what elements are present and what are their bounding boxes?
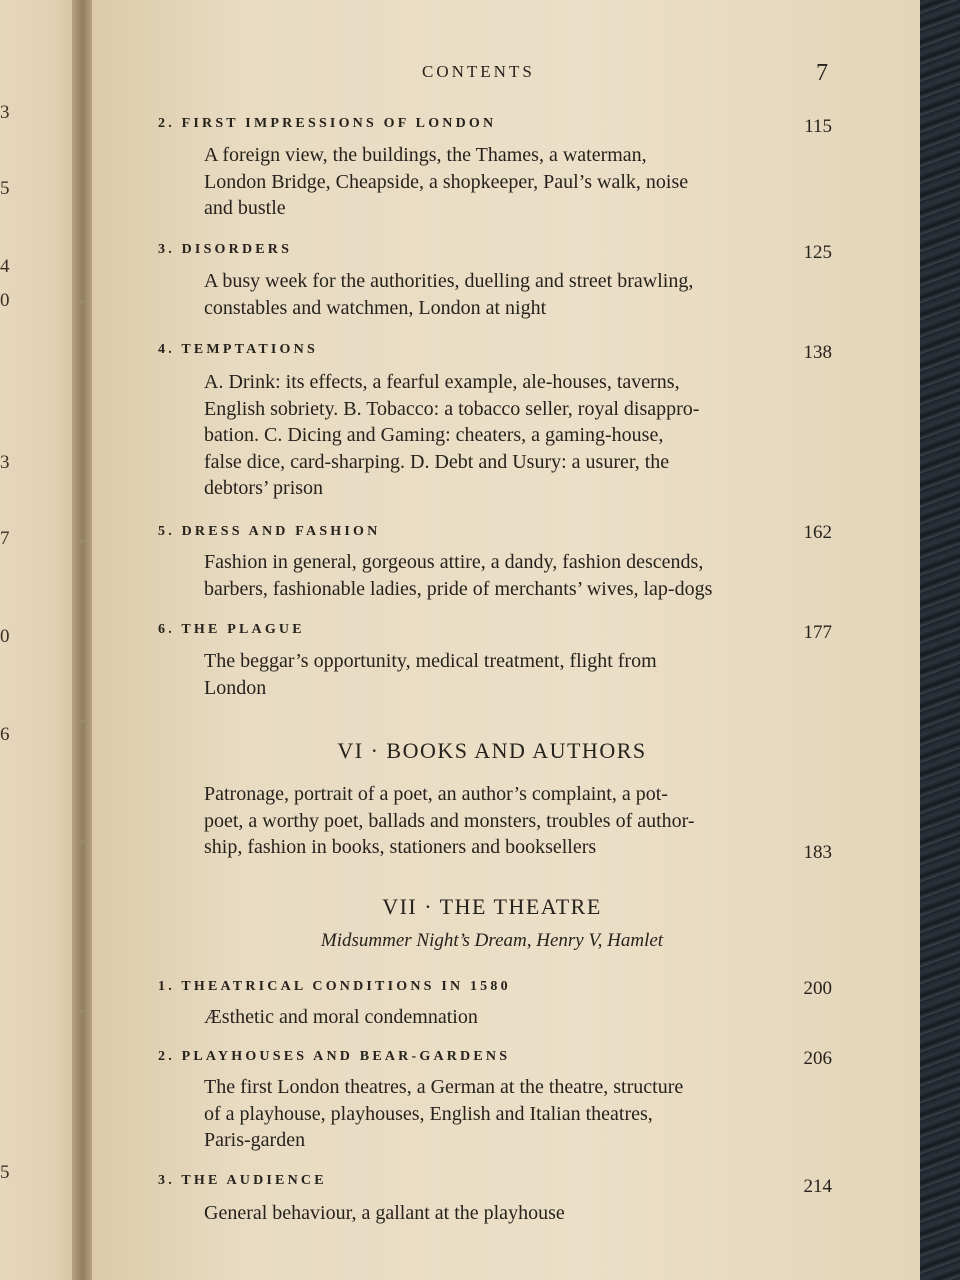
chapter-description	[204, 781, 778, 861]
section-description	[204, 268, 778, 321]
description-line: and bustle	[204, 197, 286, 219]
description-line: poet, a worthy poet, ballads and monsters, troubles of author-	[204, 809, 695, 832]
section-page: 162	[803, 522, 832, 543]
facing-page-number: 3	[0, 452, 10, 473]
section-title	[158, 342, 318, 358]
section-page: 115	[804, 116, 832, 137]
facing-page-number: 5	[0, 1162, 10, 1183]
section-number: 4.	[158, 342, 175, 357]
description-line: false dice, card-sharping. D. Debt and Usury: a usurer, the	[204, 450, 670, 473]
section-title-text: THE AUDIENCE	[181, 1173, 327, 1188]
description-line: debtors’ prison	[204, 477, 324, 499]
section-description	[204, 1200, 778, 1227]
section-number: 3.	[158, 242, 175, 257]
chapter-heading: VII · THE THEATRE	[382, 894, 602, 919]
section-title-text: DISORDERS	[181, 242, 293, 257]
facing-page-number: 4	[0, 256, 10, 277]
description-line: London Bridge, Cheapside, a shopkeeper, Paul’s walk, noise	[204, 170, 689, 193]
section-title	[158, 524, 380, 540]
facing-page-number: 6	[0, 724, 10, 745]
section-title-text: PLAYHOUSES AND BEAR-GARDENS	[181, 1049, 511, 1064]
section-page: 138	[803, 342, 832, 363]
section-title	[158, 242, 292, 258]
section-description	[204, 1074, 778, 1154]
section-number: 5.	[158, 524, 175, 539]
section-title	[158, 622, 305, 638]
facing-page-number: 3	[0, 102, 10, 123]
section-description	[204, 142, 778, 222]
section-page: 125	[803, 242, 832, 263]
description-line: General behaviour, a gallant at the playhouse	[204, 1202, 565, 1224]
description-line: Æsthetic and moral condemnation	[204, 1006, 478, 1028]
chapter-heading: VI · BOOKS AND AUTHORS	[337, 738, 647, 763]
section-title	[158, 1173, 327, 1189]
section-number: 6.	[158, 622, 175, 637]
section-title	[158, 1049, 510, 1065]
section-title-text: THEATRICAL CONDITIONS IN 1580	[181, 979, 511, 994]
section-number: 3.	[158, 1173, 175, 1188]
page-number: 7	[816, 60, 828, 86]
section-number: 2.	[158, 1049, 175, 1064]
description-line: constables and watchmen, London at night	[204, 296, 547, 319]
description-line: A busy week for the authorities, duelling and street brawling,	[204, 270, 694, 292]
section-page: 214	[803, 1176, 832, 1197]
description-line: English sobriety. B. Tobacco: a tobacco seller, royal disappro-	[204, 397, 700, 420]
section-page: 206	[803, 1048, 832, 1069]
section-description	[204, 648, 778, 701]
description-line: The first London theatres, a German at the theatre, structure	[204, 1076, 684, 1098]
section-description	[204, 1004, 778, 1031]
description-line: barbers, fashionable ladies, pride of merchants’ wives, lap-dogs	[204, 577, 713, 600]
description-line: of a playhouse, playhouses, English and Italian theatres,	[204, 1102, 653, 1125]
facing-page-number: 5	[0, 178, 10, 199]
section-title-text: FIRST IMPRESSIONS OF LONDON	[181, 116, 497, 131]
section-number: 1.	[158, 979, 175, 994]
description-line: Fashion in general, gorgeous attire, a dandy, fashion descends,	[204, 551, 704, 573]
running-head: CONTENTS	[422, 62, 535, 81]
description-line: The beggar’s opportunity, medical treatment, flight from	[204, 650, 657, 672]
section-page: 200	[803, 978, 832, 999]
description-line: London	[204, 676, 267, 699]
section-title-text: TEMPTATIONS	[181, 342, 318, 357]
facing-page-number: 0	[0, 626, 10, 647]
contents-page	[92, 0, 920, 1280]
description-line: ship, fashion in books, stationers and booksellers	[204, 836, 597, 858]
section-description	[204, 369, 778, 502]
description-line: A. Drink: its effects, a fearful example, ale-houses, taverns,	[204, 371, 680, 393]
section-title	[158, 116, 496, 132]
facing-page-number: 0	[0, 290, 10, 311]
description-line: Patronage, portrait of a poet, an author’s complaint, a pot-	[204, 783, 668, 805]
chapter-page: 183	[803, 842, 832, 863]
section-title	[158, 979, 511, 995]
description-line: bation. C. Dicing and Gaming: cheaters, a gaming-house,	[204, 424, 664, 446]
description-line: Paris-garden	[204, 1129, 306, 1151]
book-gutter	[72, 0, 94, 1280]
section-description	[204, 549, 778, 602]
section-title-text: THE PLAGUE	[181, 622, 305, 637]
section-page: 177	[803, 622, 832, 643]
section-title-text: DRESS AND FASHION	[181, 524, 381, 539]
facing-page-number: 7	[0, 528, 10, 549]
description-line: A foreign view, the buildings, the Thames, a waterman,	[204, 144, 647, 166]
section-number: 2.	[158, 116, 175, 131]
chapter-subtitle: Midsummer Night’s Dream, Henry V, Hamlet	[320, 930, 664, 951]
